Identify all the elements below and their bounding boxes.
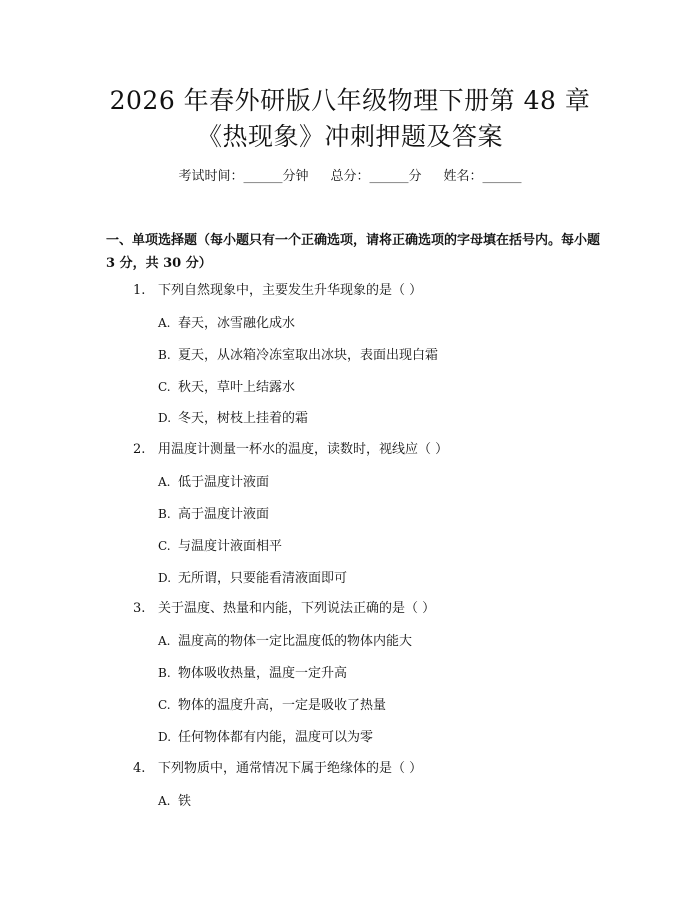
student-name-field: 姓名：______	[443, 169, 522, 184]
option-letter: D.	[158, 730, 172, 744]
option-text: 无所谓，只要能看清液面即可	[178, 571, 348, 586]
question-3-option-d	[158, 728, 373, 747]
question-text: 下列物质中，通常情况下属于绝缘体的是（ ）	[158, 761, 423, 776]
question-3	[133, 600, 435, 618]
question-1	[133, 282, 422, 300]
option-text: 铁	[178, 794, 192, 809]
option-text: 物体的温度升高，一定是吸收了热量	[178, 698, 387, 713]
question-4	[133, 760, 422, 778]
question-text: 关于温度、热量和内能，下列说法正确的是（ ）	[158, 601, 436, 616]
question-number: 2.	[133, 442, 146, 457]
question-number: 1.	[133, 283, 146, 298]
question-2-option-a	[158, 473, 269, 492]
option-text: 与温度计液面相平	[178, 539, 283, 554]
option-text: 春天，冰雪融化成水	[178, 316, 296, 331]
question-1-option-b	[158, 346, 438, 365]
question-1-option-c	[158, 378, 295, 397]
option-letter: B.	[158, 507, 171, 521]
option-letter: C.	[158, 698, 171, 712]
option-letter: A.	[158, 634, 171, 648]
option-text: 低于温度计液面	[178, 475, 270, 490]
option-text: 冬天，树枝上挂着的霜	[178, 411, 309, 426]
section-heading: 一、单项选择题（每小题只有一个正确选项，请将正确选项的字母填在括号内。每小题 3 分，共 30 分）	[106, 233, 601, 271]
option-letter: B.	[158, 666, 171, 680]
option-letter: C.	[158, 380, 171, 394]
option-letter: B.	[158, 348, 171, 362]
question-3-option-c	[158, 696, 386, 715]
option-text: 任何物体都有内能，温度可以为零	[178, 730, 374, 745]
option-text: 秋天，草叶上结露水	[178, 380, 296, 395]
question-text: 用温度计测量一杯水的温度，读数时，视线应（ ）	[158, 442, 449, 457]
question-2	[133, 441, 448, 459]
exam-title-line-1: 2026 年春外研版八年级物理下册第 48 章	[109, 86, 591, 115]
exam-time-field: 考试时间：______分钟	[178, 169, 309, 184]
option-letter: A.	[158, 794, 171, 808]
question-text: 下列自然现象中，主要发生升华现象的是（ ）	[158, 283, 423, 298]
question-number: 3.	[133, 601, 146, 616]
option-text: 高于温度计液面	[178, 507, 270, 522]
exam-title-line-2: 《热现象》冲刺押题及答案	[196, 122, 503, 151]
question-3-option-b	[158, 664, 347, 683]
option-text: 物体吸收热量，温度一定升高	[178, 666, 348, 681]
exam-info-line	[0, 168, 700, 186]
question-3-option-a	[158, 632, 412, 651]
question-1-option-d	[158, 409, 308, 428]
question-2-option-b	[158, 505, 269, 524]
question-1-option-a	[158, 314, 295, 333]
option-letter: D.	[158, 411, 172, 425]
option-text: 夏天，从冰箱冷冻室取出冰块，表面出现白霜	[178, 348, 439, 363]
option-letter: A.	[158, 475, 171, 489]
option-text: 温度高的物体一定比温度低的物体内能大	[178, 634, 413, 649]
option-letter: C.	[158, 539, 171, 553]
option-letter: A.	[158, 316, 171, 330]
question-4-option-a	[158, 792, 191, 811]
question-2-option-d	[158, 569, 347, 588]
total-score-field: 总分：______分	[330, 169, 422, 184]
question-2-option-c	[158, 537, 282, 556]
option-letter: D.	[158, 571, 172, 585]
question-number: 4.	[133, 761, 146, 776]
